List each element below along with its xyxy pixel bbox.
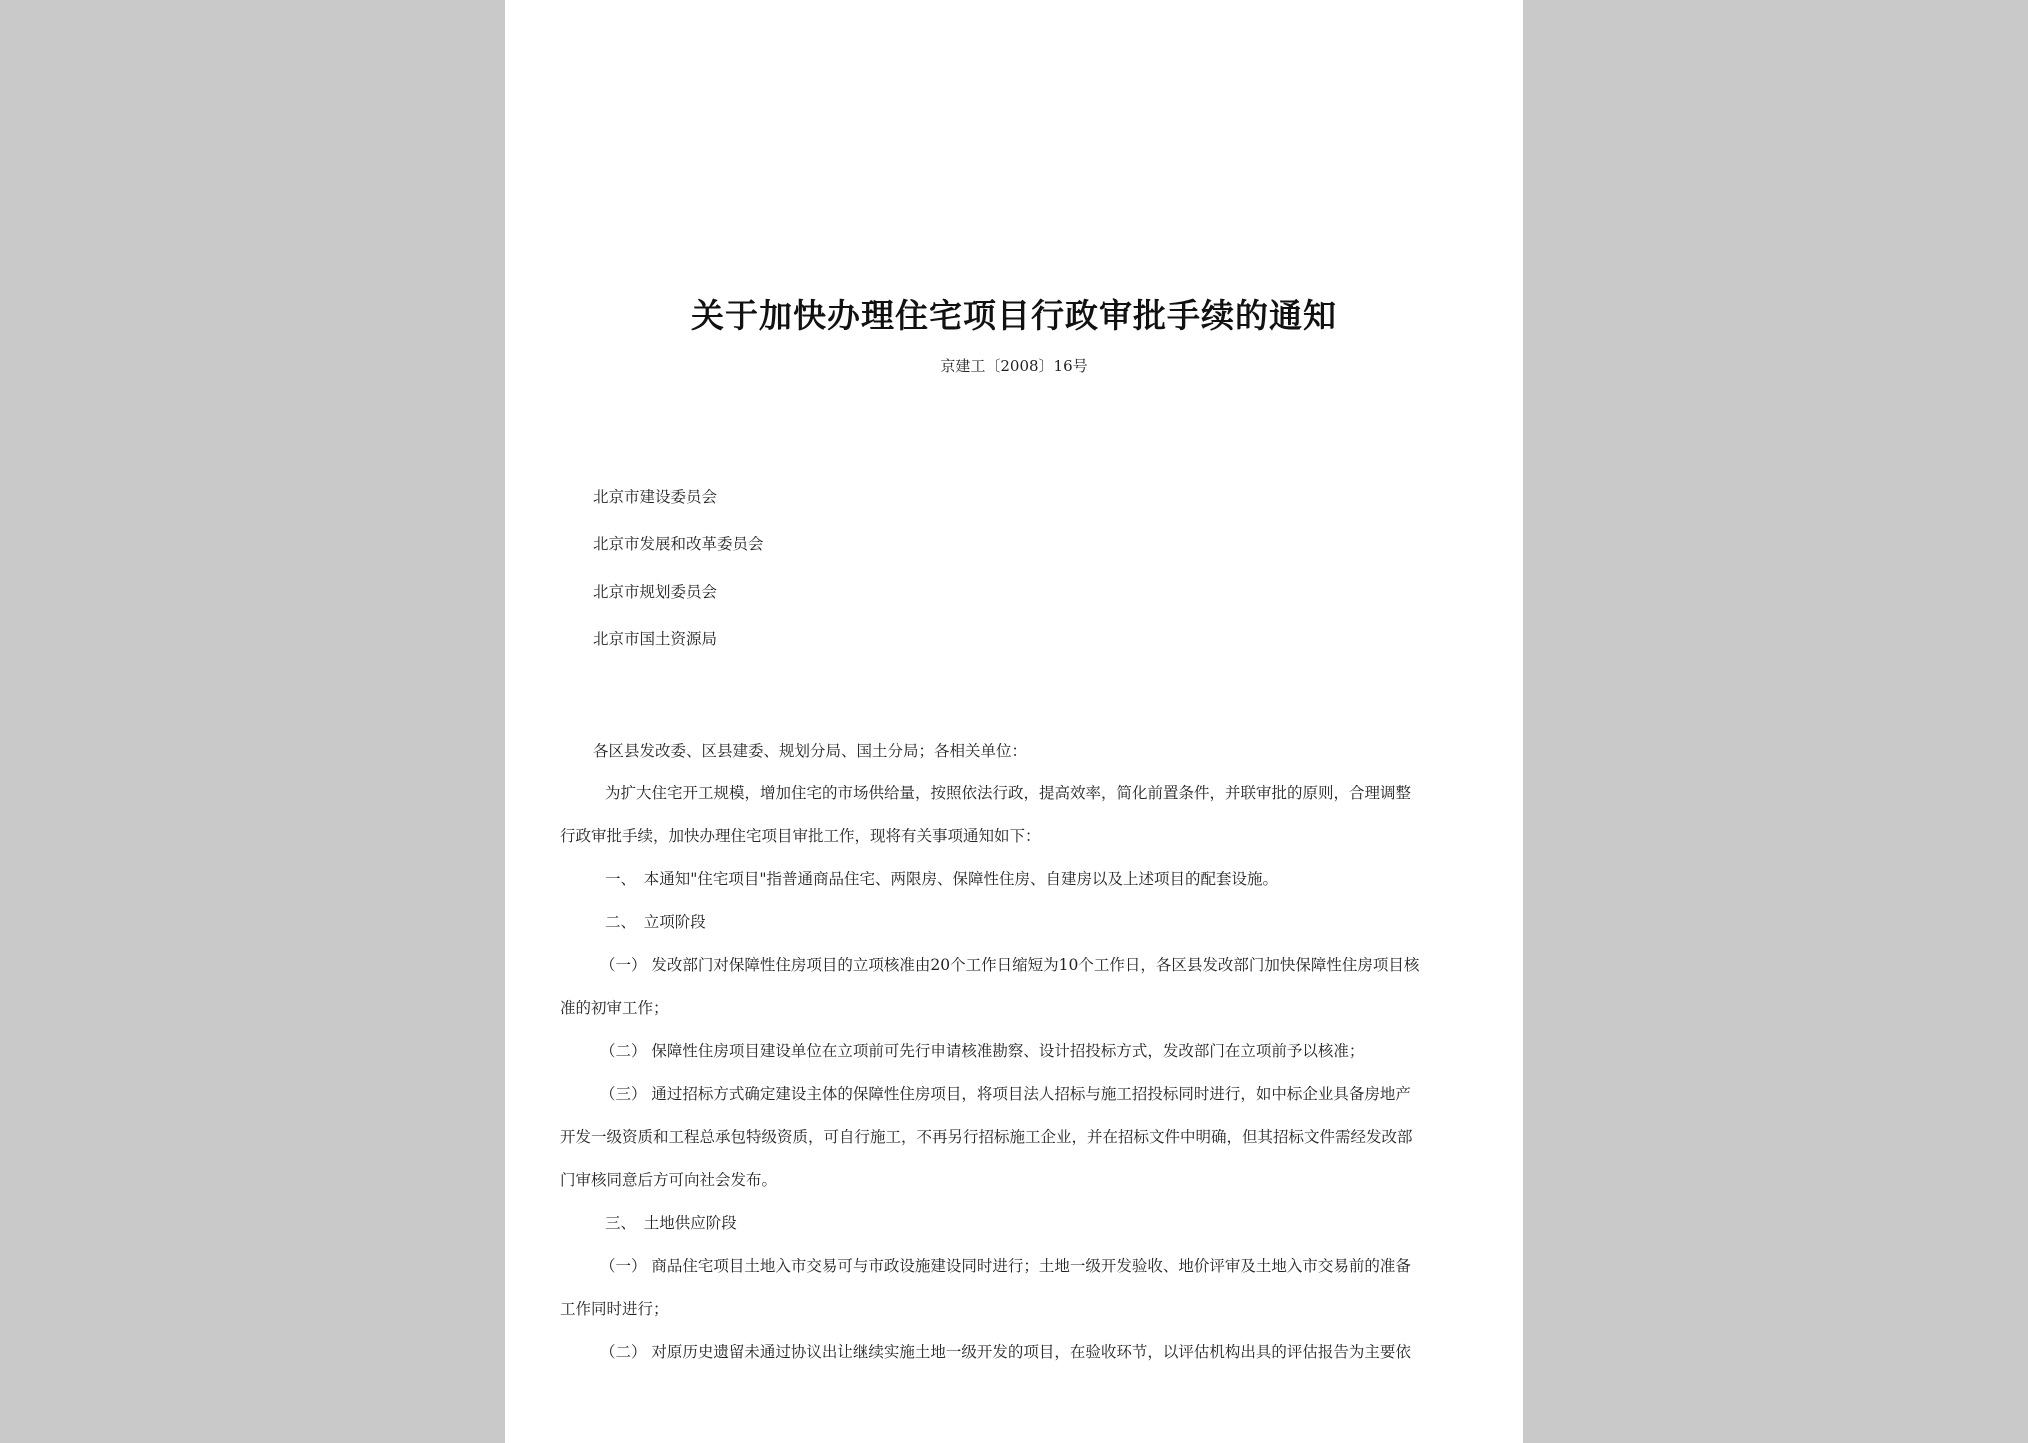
issuer-line: 北京市规划委员会 bbox=[593, 583, 718, 601]
document-page bbox=[505, 0, 1523, 1443]
body-line: 为扩大住宅开工规模，增加住宅的市场供给量，按照依法行政，提高效率，简化前置条件，并联审批的原则，合理调整 bbox=[605, 784, 1412, 802]
body-line: 开发一级资质和工程总承包特级资质，可自行施工，不再另行招标施工企业，并在招标文件中明确，但其招标文件需经发改部 bbox=[560, 1128, 1413, 1146]
document-title: 关于加快办理住宅项目行政审批手续的通知 bbox=[691, 296, 1337, 335]
addressee-line: 各区县发改委、区县建委、规划分局、国土分局；各相关单位： bbox=[593, 742, 1028, 760]
body-line: （一） 发改部门对保障性住房项目的立项核准由20个工作日缩短为10个工作日，各区县发改部门加快保障性住房项目核 bbox=[600, 956, 1420, 974]
body-line: 工作同时进行； bbox=[560, 1300, 669, 1318]
body-line: 门审核同意后方可向社会发布。 bbox=[560, 1171, 778, 1189]
issuer-line: 北京市建设委员会 bbox=[593, 488, 718, 506]
section-heading: 二、 立项阶段 bbox=[605, 913, 706, 931]
body-line: （三） 通过招标方式确定建设主体的保障性住房项目，将项目法人招标与施工招投标同时进行，如中标企业具备房地产 bbox=[600, 1085, 1411, 1103]
issuer-line: 北京市国土资源局 bbox=[593, 630, 718, 648]
body-line: 准的初审工作； bbox=[560, 999, 669, 1017]
body-line: （一） 商品住宅项目土地入市交易可与市政设施建设同时进行；土地一级开发验收、地价评审及土地入市交易前的准备 bbox=[600, 1257, 1411, 1275]
body-line: 行政审批手续，加快办理住宅项目审批工作，现将有关事项通知如下： bbox=[560, 827, 1041, 845]
section-heading: 三、 土地供应阶段 bbox=[605, 1214, 737, 1232]
document-number: 京建工〔2008〕16号 bbox=[940, 357, 1088, 375]
body-line: （二） 对原历史遗留未通过协议出让继续实施土地一级开发的项目，在验收环节，以评估机构出具的评估报告为主要依 bbox=[600, 1343, 1411, 1361]
section-heading: 一、 本通知"住宅项目"指普通商品住宅、两限房、保障性住房、自建房以及上述项目的配套设施。 bbox=[605, 870, 1279, 888]
issuer-line: 北京市发展和改革委员会 bbox=[593, 535, 764, 553]
body-line: （二） 保障性住房项目建设单位在立项前可先行申请核准勘察、设计招投标方式，发改部门在立项前予以核准； bbox=[600, 1042, 1365, 1060]
